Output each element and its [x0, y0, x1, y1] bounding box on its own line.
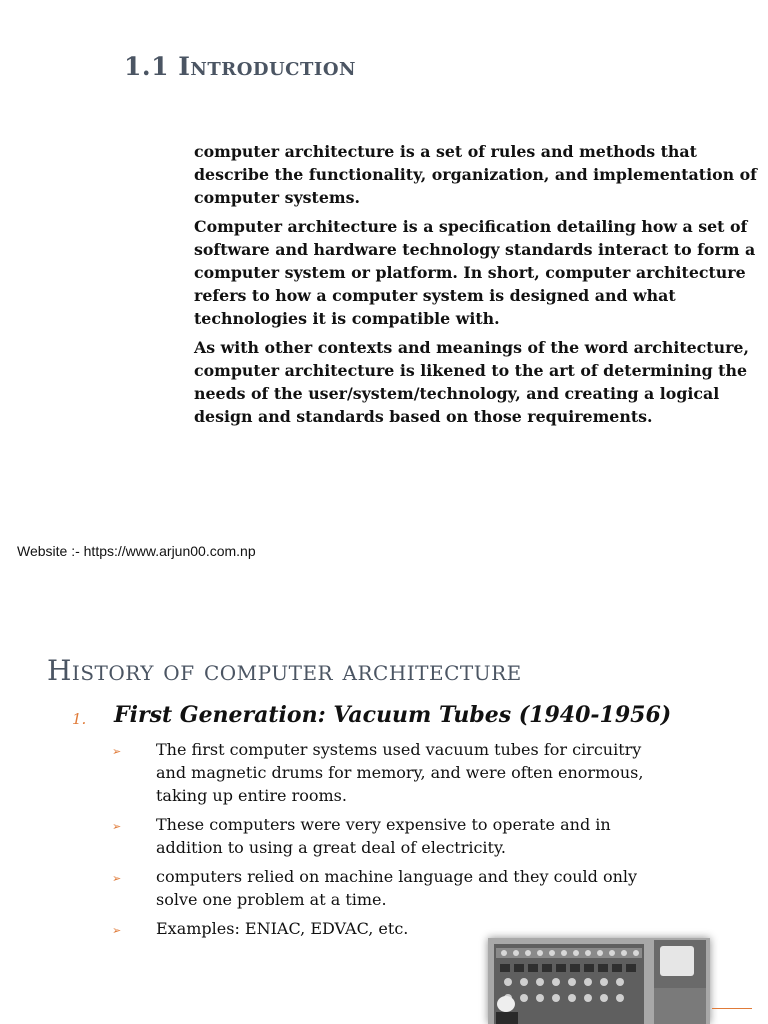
list-item	[112, 917, 672, 940]
item-number: 1.	[72, 710, 87, 728]
list-item	[112, 813, 672, 859]
website-link[interactable]: Website :- https://www.arjun00.com.np	[17, 543, 256, 559]
decorative-rule	[712, 1008, 752, 1009]
intro-paragraph: Computer architecture is a specification detailing how a set of software and hardware technology standards interact to form a computer system or platform. In short, computer architecture refers to how a computer system is designed and what technologies it is compatible with.	[194, 217, 756, 328]
arrowhead-bullet-icon: ➢	[112, 872, 122, 885]
intro-body	[194, 140, 762, 434]
arrowhead-bullet-icon: ➢	[112, 924, 122, 937]
bullet-text: Examples: ENIAC, EDVAC, etc.	[156, 919, 409, 938]
history-heading: History of computer architecture	[47, 654, 522, 687]
bullet-text: The first computer systems used vacuum tubes for circuitry and magnetic drums for memory, and were often enormous, taking up entire rooms.	[156, 740, 644, 805]
vacuum-tube-computer-image	[488, 938, 710, 1024]
intro-paragraph: computer architecture is a set of rules and methods that describe the functionality, organization, and implementation of computer systems.	[194, 142, 757, 207]
bullet-list	[112, 738, 672, 946]
eniac-photo	[488, 938, 710, 1024]
list-item	[112, 865, 672, 911]
arrowhead-bullet-icon: ➢	[112, 820, 122, 833]
arrowhead-bullet-icon: ➢	[112, 745, 122, 758]
generation-title: First Generation: Vacuum Tubes (1940-1956)	[114, 702, 672, 728]
bullet-text: These computers were very expensive to operate and in addition to using a great deal of electricity.	[156, 815, 611, 857]
bullet-text: computers relied on machine language and they could only solve one problem at a time.	[156, 867, 638, 909]
list-item	[112, 738, 672, 807]
intro-heading: 1.1 Introduction	[124, 52, 356, 81]
intro-paragraph: As with other contexts and meanings of the word architecture, computer architecture is likened to the art of determining the needs of the user/system/technology, and creating a logical design and standards based on those requirements.	[194, 338, 749, 426]
